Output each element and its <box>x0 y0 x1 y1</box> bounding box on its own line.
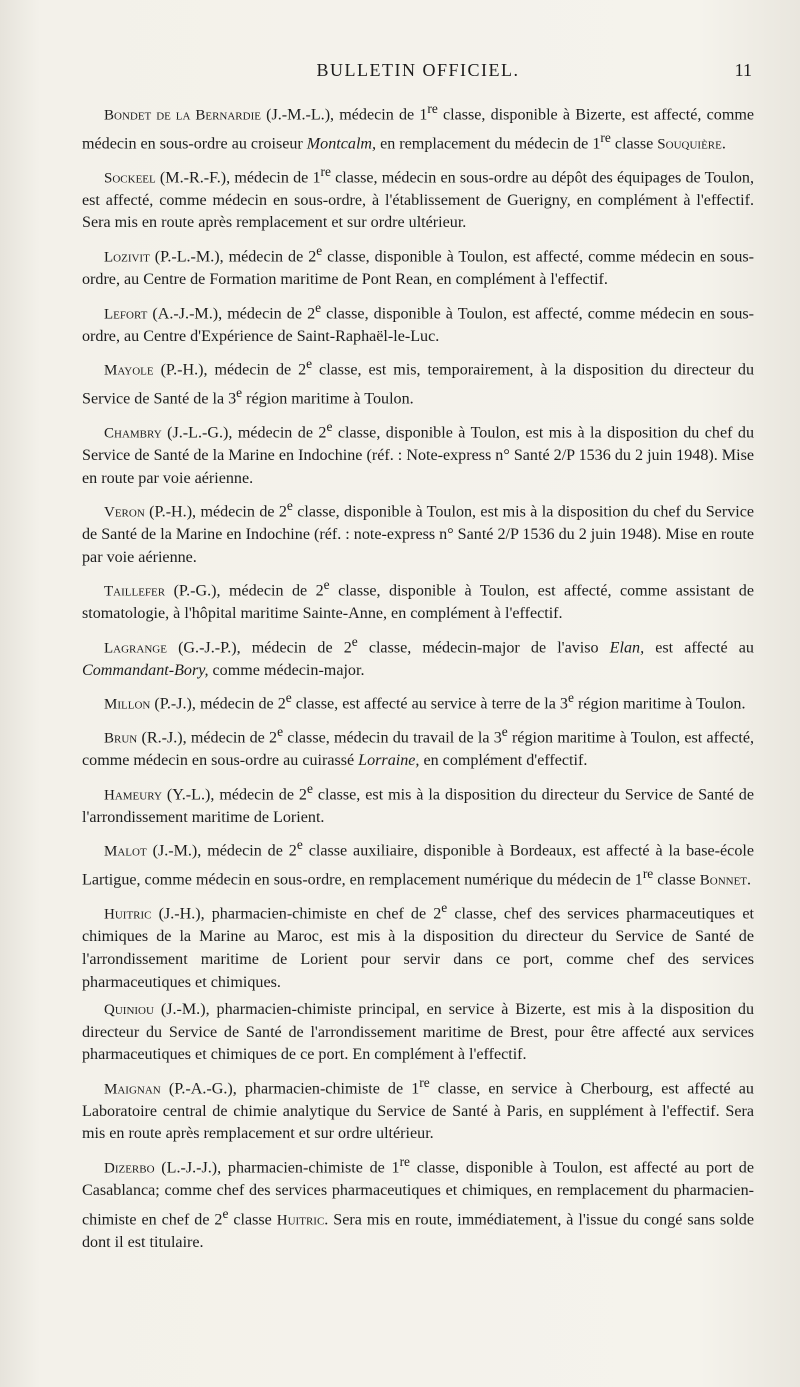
ordinal-suffix: e <box>285 690 292 706</box>
entry-brun <box>82 721 754 773</box>
entry-text: classe, disponible à Toulon, est mis à la disposition du chef du Service de Santé de la Marine en Indochine (réf. : note-express n° Santé 2/P 1536 du 2 juin 1948). Mise en route par voie aérienne. <box>82 503 754 566</box>
ordinal-suffix: e <box>236 385 243 401</box>
entry-text: (J.-H.), pharmacien-chimiste en chef de 2 <box>151 905 442 923</box>
entry-text: (Y.-L.), médecin de 2 <box>161 786 307 804</box>
entry-text: (A.-J.-M.), médecin de 2 <box>147 304 316 322</box>
ordinal-suffix: e <box>306 780 313 796</box>
entry-text: (L.-J.-J.), pharmacien-chimiste de 1 <box>154 1159 400 1177</box>
entry-text: (J.-M.), pharmacien-chimiste principal, en service à Bizerte, est mis à la disposition du directeur du Service de Santé de l'arrondissement maritime de Brest, pour être affecté aux services pharmaceutiques et chimiques de ce port. En complément à l'effectif. <box>82 1001 754 1064</box>
entry-text: est affecté au <box>644 639 754 657</box>
entry-bondet-de-la-bernardie <box>82 98 754 156</box>
ship-name: Lorraine, <box>358 752 420 770</box>
person-name: Lefort <box>104 305 148 322</box>
person-name: Taillefer <box>104 583 166 600</box>
entry-lefort <box>82 297 754 349</box>
entry-text: (P.-H.), médecin de 2 <box>144 503 287 521</box>
entry-text: classe, est affecté au service à terre de la 3 <box>291 695 568 713</box>
entry-text: (R.-J.), médecin de 2 <box>137 729 278 747</box>
entry-text: classe, disponible à Bizerte, est affecté, comme médecin en sous-ordre au croiseur <box>82 106 754 153</box>
entry-text: (P.-G.), médecin de 2 <box>165 582 324 600</box>
ordinal-suffix: e <box>277 724 284 740</box>
entry-text: (P.-J.), médecin de 2 <box>150 695 286 713</box>
person-name: Brun <box>104 730 138 747</box>
entry-text: en complément d'effectif. <box>419 752 588 770</box>
entry-text: (J.-M.), médecin de 2 <box>146 842 297 860</box>
person-name: Huitric <box>104 906 152 923</box>
person-name: Lozivit <box>104 249 150 266</box>
person-name: Maignan <box>104 1081 161 1098</box>
entry-huitric <box>82 897 754 994</box>
ordinal-suffix: e <box>306 356 313 372</box>
entry-lozivit <box>82 240 754 292</box>
entry-text: . Sera mis en route, immédiatement, à l'issue du congé sans solde dont il est titulaire. <box>82 1210 754 1251</box>
entry-millon <box>82 687 754 716</box>
entry-sockeel <box>82 161 754 235</box>
entry-text: classe, médecin en sous-ordre au dépôt des équipages de Toulon, est affecté, comme médecin en sous-ordre, à l'établissement de Guerigny, en complément à l'effectif. Sera mis en route après remplacement et sur ordre ultérieur. <box>82 169 754 232</box>
entry-hameury <box>82 778 754 830</box>
entry-text: classe, disponible à Toulon, est affecté au port de Casablanca; comme chef des services pharmaceutiques et chimiques, en remplacement du pharmacien-chimiste en chef de 2 <box>82 1159 754 1228</box>
person-name: Veron <box>104 504 145 521</box>
entry-text: classe, en service à Cherbourg, est affecté au Laboratoire central de chimie analytique du Service de Santé à Paris, en supplément à l'effectif. Sera mis en route après remplacement et sur ordre ultérieur. <box>82 1080 754 1143</box>
ordinal-suffix: e <box>286 498 293 514</box>
person-name: Sockeel <box>104 170 156 187</box>
person-name: Millon <box>104 696 151 713</box>
ordinal-suffix: e <box>441 900 448 916</box>
entry-text: classe, disponible à Toulon, est mis à la disposition du chef du Service de Santé de la Marine en Indochine (réf. : Note-express n° Santé 2/P 1536 du 2 juin 1948). Mise en route par voie aérienne. <box>82 424 754 487</box>
referenced-name: Huitric <box>276 1211 325 1228</box>
entry-text: région maritime à Toulon, est affecté, comme médecin en sous-ordre au cuirassé <box>82 729 755 770</box>
entry-text: classe, est mis, temporairement, à la disposition du directeur du Service de Santé de la 3 <box>82 361 754 408</box>
entry-dizerbo <box>82 1151 754 1254</box>
entry-text: classe <box>228 1210 277 1228</box>
person-name: Bondet de la Bernardie <box>104 107 261 124</box>
entry-text: classe <box>653 871 700 889</box>
person-name: Dizerbo <box>104 1160 155 1177</box>
entry-text: (P.-H.), médecin de 2 <box>153 361 307 379</box>
person-name: Malot <box>104 843 147 860</box>
entry-text: en remplacement du médecin de 1 <box>376 135 601 153</box>
referenced-name: Bonnet <box>699 872 748 889</box>
ordinal-suffix: re <box>600 129 611 145</box>
ordinal-suffix: e <box>323 577 330 593</box>
entry-text: (J.-M.-L.), médecin de 1 <box>260 106 428 124</box>
ordinal-suffix: re <box>642 866 654 882</box>
entry-text: classe, disponible à Toulon, est affecté, comme médecin en sous-ordre, au Centre d'Expérience de Saint-Raphaël-le-Luc. <box>82 304 754 345</box>
entry-text: classe, médecin du travail de la 3 <box>283 729 502 747</box>
entry-text: région maritime à Toulon. <box>242 390 414 408</box>
ship-name: Elan, <box>609 639 645 657</box>
entry-text: (J.-L.-G.), médecin de 2 <box>161 424 327 442</box>
entry-text: (G.-J.-P.), médecin de 2 <box>166 639 352 657</box>
entry-text: (M.-R.-F.), médecin de 1 <box>155 169 321 187</box>
person-name: Chambry <box>104 425 162 442</box>
person-name: Mayole <box>104 362 154 379</box>
person-name: Hameury <box>104 787 162 804</box>
ordinal-suffix: e <box>316 243 323 259</box>
ordinal-suffix: re <box>427 101 438 116</box>
referenced-name: Souquière <box>657 136 722 153</box>
ordinal-suffix: e <box>351 633 358 649</box>
entry-text: classe, chef des services pharmaceutiques et chimiques de la Marine au Maroc, est mis à la disposition du directeur du Service de Santé de l'arrondissement maritime de Lorient pour servir dans ce port, comme chef des services pharmaceutiques et chimiques. <box>82 905 755 991</box>
entry-chambry <box>82 416 754 490</box>
entry-quiniou <box>82 999 754 1067</box>
person-name: Quiniou <box>104 1002 154 1019</box>
ordinal-suffix: re <box>419 1074 430 1090</box>
entry-text: comme médecin-major. <box>208 661 365 679</box>
page-number: 11 <box>734 60 752 80</box>
entry-text: classe, disponible à Toulon, est affecté, comme médecin en sous-ordre, au Centre de Formation maritime de Pont Rean, en complément à l'effectif. <box>82 248 754 288</box>
ordinal-suffix: e <box>326 419 333 435</box>
entry-lagrange <box>82 631 754 683</box>
header-title: BULLETIN OFFICIEL. <box>316 60 520 80</box>
entry-maignan <box>82 1072 754 1146</box>
entry-text: . <box>747 871 752 889</box>
ship-name: Commandant-Bory, <box>82 661 209 679</box>
entry-taillefer <box>82 574 754 626</box>
entry-text: classe <box>610 135 658 153</box>
page-header <box>82 58 754 98</box>
ship-name: Montcalm, <box>306 135 377 153</box>
ordinal-suffix: re <box>320 163 331 179</box>
entry-text: classe, médecin-major de l'aviso <box>357 639 610 657</box>
entry-text: région maritime à Toulon. <box>573 695 746 713</box>
ordinal-suffix: e <box>296 837 303 853</box>
ordinal-suffix: e <box>501 724 508 740</box>
person-name: Lagrange <box>104 640 167 657</box>
ordinal-suffix: re <box>399 1154 410 1170</box>
entry-text: (P.-L.-M.), médecin de 2 <box>149 248 317 266</box>
entry-text: (P.-A.-G.), pharmacien-chimiste de 1 <box>160 1080 420 1098</box>
ordinal-suffix: e <box>222 1205 229 1221</box>
entry-text: classe, est mis à la disposition du directeur du Service de Santé de l'arrondissement maritime de Lorient. <box>82 786 754 826</box>
ordinal-suffix: e <box>315 299 322 315</box>
entry-veron <box>82 495 754 569</box>
entry-text: classe, disponible à Toulon, est affecté, comme assistant de stomatologie, à l'hôpital maritime Sainte-Anne, en complément à l'effectif. <box>82 582 754 623</box>
entry-mayole <box>82 353 754 411</box>
ordinal-suffix: e <box>567 690 574 706</box>
entry-text: classe auxiliaire, disponible à Bordeaux, est affecté à la base-école Lartigue, comme médecin en sous-ordre, en remplacement numérique du médecin de 1 <box>82 842 754 889</box>
entries-list <box>82 98 754 1254</box>
entry-text: . <box>721 135 726 153</box>
entry-malot <box>82 834 754 892</box>
